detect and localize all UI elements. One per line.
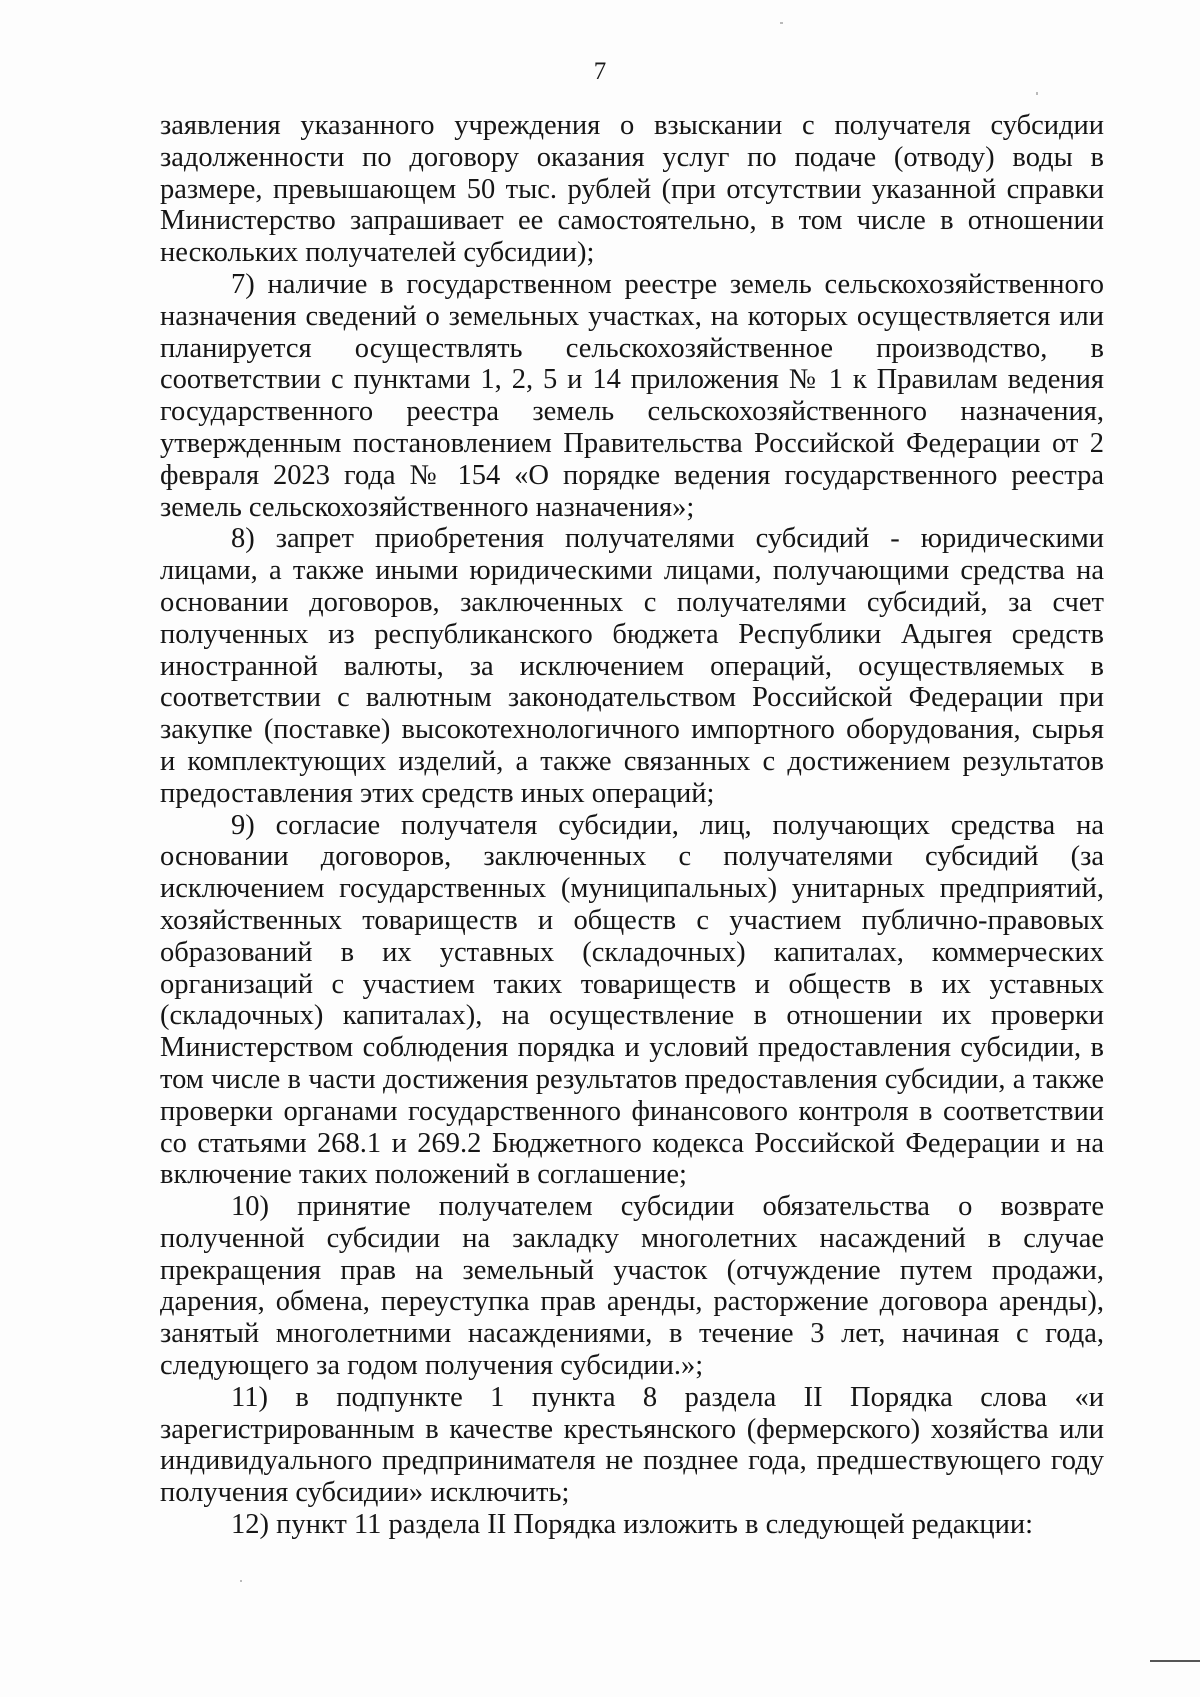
- document-body: [160, 110, 1104, 1541]
- paragraph-item-11: 11) в подпункте 1 пункта 8 раздела II Порядка слова «и зарегистрированным в качестве крестьянского (фермерского) хозяйства или индивидуального предпринимателя не позднее года, предшествующего году получения субсидии» исключить;: [160, 1381, 1104, 1509]
- paragraph-item-10: 10) принятие получателем субсидии обязательства о возврате полученной субсидии на закладку многолетних насаждений в случае прекращения прав на земельный участок (отчуждение путем продажи, дарения, обмена, переуступка прав аренды, расторжение договора аренды), занятый многолетними насаждениями, в течение 3 лет, начиная с года, следующего за годом получения субсидии.»;: [160, 1191, 1104, 1382]
- scan-edge-line: [1150, 1660, 1200, 1662]
- paragraph-item-8: 8) запрет приобретения получателями субсидий - юридическими лицами, а также иными юридическими лицами, получающими средства на основании договоров, заключенных с получателями субсидий, за счет полученных из республиканского бюджета Республики Адыгея средств иностранной валюты, за исключением операций, осуществляемых в соответствии с валютным законодательством Российской Федерации при закупке (поставке) высокотехнологичного импортного оборудования, сырья и комплектующих изделий, а также связанных с достижением результатов предоставления этих средств иных операций;: [160, 523, 1104, 809]
- scan-speck: [780, 22, 783, 24]
- paragraph-item-12: 12) пункт 11 раздела II Порядка изложить в следующей редакции:: [231, 1509, 1033, 1541]
- paragraph-item-9: 9) согласие получателя субсидии, лиц, получающих средства на основании договоров, заключенных с получателями субсидий (за исключением государственных (муниципальных) унитарных предприятий, хозяйственных товариществ и обществ с участием публично-правовых образований в их уставных (складочных) капиталах, коммерческих организаций с участием таких товариществ и обществ в их уставных (складочных) капиталах), на осуществление в отношении их проверки Министерством соблюдения порядка и условий предоставления субсидии, в том числе в части достижения результатов предоставления субсидии, а также проверки органами государственного финансового контроля в соответствии со статьями 268.1 и 269.2 Бюджетного кодекса Российской Федерации и на включение таких положений в соглашение;: [160, 809, 1104, 1191]
- paragraph-item-7: 7) наличие в государственном реестре земель сельскохозяйственного назначения сведений о земельных участках, на которых осуществляется или планируется осуществлять сельскохозяйственное производство, в соответствии с пунктами 1, 2, 5 и 14 приложения № 1 к Правилам ведения государственного реестра земель сельскохозяйственного назначения, утвержденным постановлением Правительства Российской Федерации от 2 февраля 2023 года № 154 «О порядке ведения государственного реестра земель сельскохозяйственного назначения»;: [160, 268, 1104, 523]
- paragraph-continuation: заявления указанного учреждения о взыскании с получателя субсидии задолженности по договору оказания услуг по подаче (отводу) воды в размере, превышающем 50 тыс. рублей (при отсутствии указанной справки Министерство запрашивает ее самостоятельно, в том числе в отношении нескольких получателей субсидии);: [160, 110, 1104, 269]
- page-number: 7: [593, 58, 607, 85]
- scan-speck: [240, 1580, 242, 1582]
- scan-speck: [1036, 92, 1038, 95]
